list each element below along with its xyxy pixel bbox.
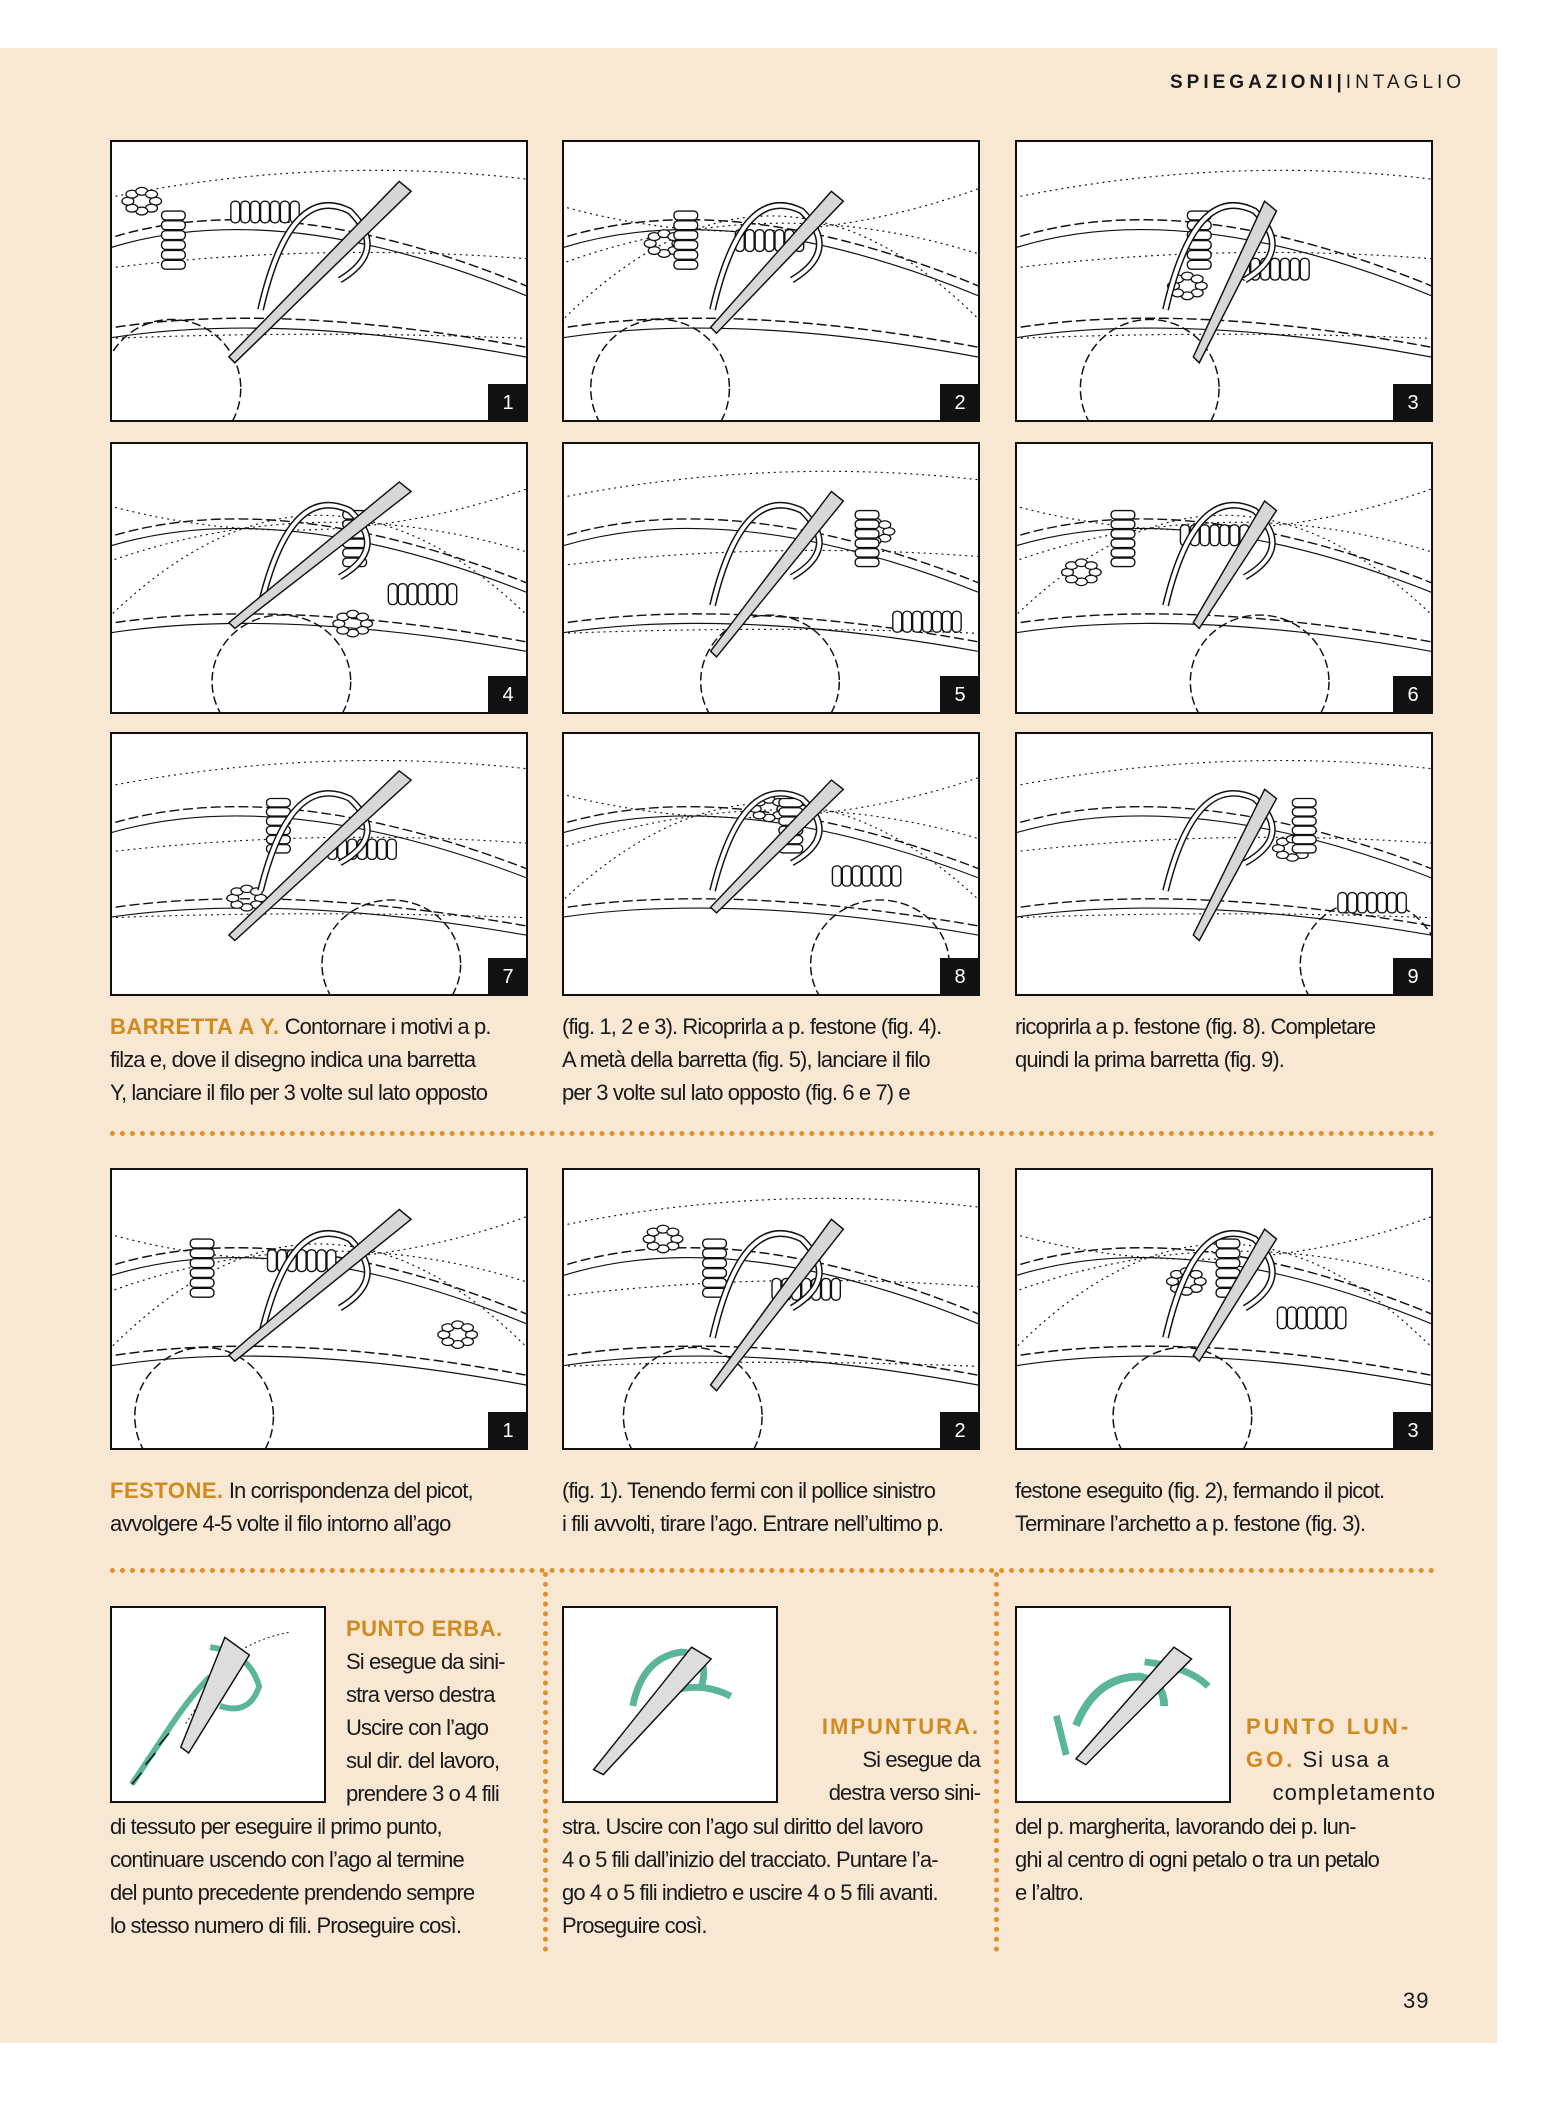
embroidery-illustration (564, 734, 978, 994)
figure-punto-erba (110, 1606, 326, 1803)
figure-barretta-3 (1015, 140, 1433, 422)
subsection-label: INTAGLIO (1345, 72, 1466, 93)
punto-erba-body: di tessuto per eseguire il primo punto, continuare uscendo con l’ago al termine del punto precedente prendendo sempre lo stesso numero di fili. Proseguire così. (110, 1814, 475, 1938)
festone-title: FESTONE. (110, 1478, 224, 1503)
section-divider (110, 1131, 1435, 1136)
figure-number: 8 (940, 958, 980, 996)
barretta-col3: ricoprirla a p. festone (fig. 8). Completare quindi la prima barretta (fig. 9). (1015, 1014, 1376, 1072)
figure-number: 7 (488, 958, 528, 996)
punto-lungo-title-2: GO. (1246, 1747, 1296, 1772)
header-separator: | (1336, 72, 1346, 93)
figure-barretta-4 (110, 442, 528, 714)
figure-barretta-8 (562, 732, 980, 996)
embroidery-illustration (564, 1170, 978, 1448)
embroidery-illustration (112, 734, 526, 994)
figure-barretta-5 (562, 442, 980, 714)
section-divider (110, 1568, 1435, 1573)
figure-number: 2 (940, 384, 980, 422)
stem-stitch-illustration (112, 1608, 324, 1801)
embroidery-illustration (112, 1170, 526, 1448)
festone-col2: (fig. 1). Tenendo fermi con il pollice sinistro i fili avvolti, tirare l’ago. Entrare nell’ultimo p. (562, 1478, 944, 1536)
long-stitch-illustration (1017, 1608, 1229, 1801)
punto-erba-title: PUNTO ERBA. (346, 1616, 503, 1641)
embroidery-illustration (564, 142, 978, 420)
punto-lungo-body: del p. margherita, lavorando dei p. lun- ghi al centro di ogni petalo o tra un petalo e l’altro. (1015, 1814, 1380, 1905)
page-header (1170, 72, 1466, 94)
figure-impuntura (562, 1606, 778, 1803)
festone-col1: FESTONE. In corrispondenza del picot, avvolgere 4-5 volte il filo intorno all’ago (110, 1478, 473, 1536)
festone-col3: festone eseguito (fig. 2), fermando il picot. Terminare l’archetto a p. festone (fig. 3). (1015, 1478, 1385, 1536)
figure-number: 5 (940, 676, 980, 714)
figure-number: 3 (1393, 384, 1433, 422)
figure-barretta-9 (1015, 732, 1433, 996)
backstitch-illustration (564, 1608, 776, 1801)
figure-punto-lungo (1015, 1606, 1231, 1803)
figure-number: 6 (1393, 676, 1433, 714)
barretta-col1: BARRETTA A Y. Contornare i motivi a p. filza e, dove il disegno indica una barretta Y, lanciare il filo per 3 volte sul lato opposto (110, 1014, 491, 1105)
column-divider (543, 1572, 548, 1952)
embroidery-illustration (1017, 142, 1431, 420)
figure-number: 4 (488, 676, 528, 714)
impuntura-body: stra. Uscire con l’ago sul diritto del lavoro 4 o 5 fili dall’inizio del tracciato. Puntare l’a- go 4 o 5 fili indietro e uscire 4 o 5 fili avanti. Proseguire così. (562, 1814, 938, 1938)
impuntura-side: IMPUNTURA. Si esegue da destra verso sini- (790, 1710, 980, 1809)
page-number: 39 (1403, 1988, 1430, 2013)
punto-lungo-side: PUNTO LUN- GO. Si usa a completamento (1246, 1710, 1436, 1809)
punto-erba-side: PUNTO ERBA. Si esegue da sini- stra verso destra Uscire con l’ago sul dir. del lavoro, prendere 3 o 4 fili (346, 1612, 526, 1810)
embroidery-illustration (1017, 1170, 1431, 1448)
figure-number: 1 (488, 1412, 528, 1450)
embroidery-illustration (112, 444, 526, 712)
embroidery-illustration (564, 444, 978, 712)
barretta-title: BARRETTA A Y. (110, 1014, 280, 1039)
embroidery-illustration (1017, 734, 1431, 994)
figure-number: 1 (488, 384, 528, 422)
barretta-col2: (fig. 1, 2 e 3). Ricoprirla a p. festone (fig. 4). A metà della barretta (fig. 5), lanciare il filo per 3 volte sul lato opposto (fig. 6 e 7) e (562, 1014, 942, 1105)
column-divider (994, 1572, 999, 1952)
figure-barretta-2 (562, 140, 980, 422)
figure-number: 9 (1393, 958, 1433, 996)
figure-festone-3 (1015, 1168, 1433, 1450)
figure-number: 2 (940, 1412, 980, 1450)
figure-barretta-7 (110, 732, 528, 996)
figure-festone-2 (562, 1168, 980, 1450)
figure-barretta-6 (1015, 442, 1433, 714)
embroidery-illustration (112, 142, 526, 420)
impuntura-title: IMPUNTURA. (821, 1714, 980, 1739)
figure-festone-1 (110, 1168, 528, 1450)
figure-number: 3 (1393, 1412, 1433, 1450)
section-label: SPIEGAZIONI (1170, 72, 1337, 93)
punto-lungo-title-1: PUNTO LUN- (1246, 1714, 1412, 1739)
figure-barretta-1 (110, 140, 528, 422)
embroidery-illustration (1017, 444, 1431, 712)
